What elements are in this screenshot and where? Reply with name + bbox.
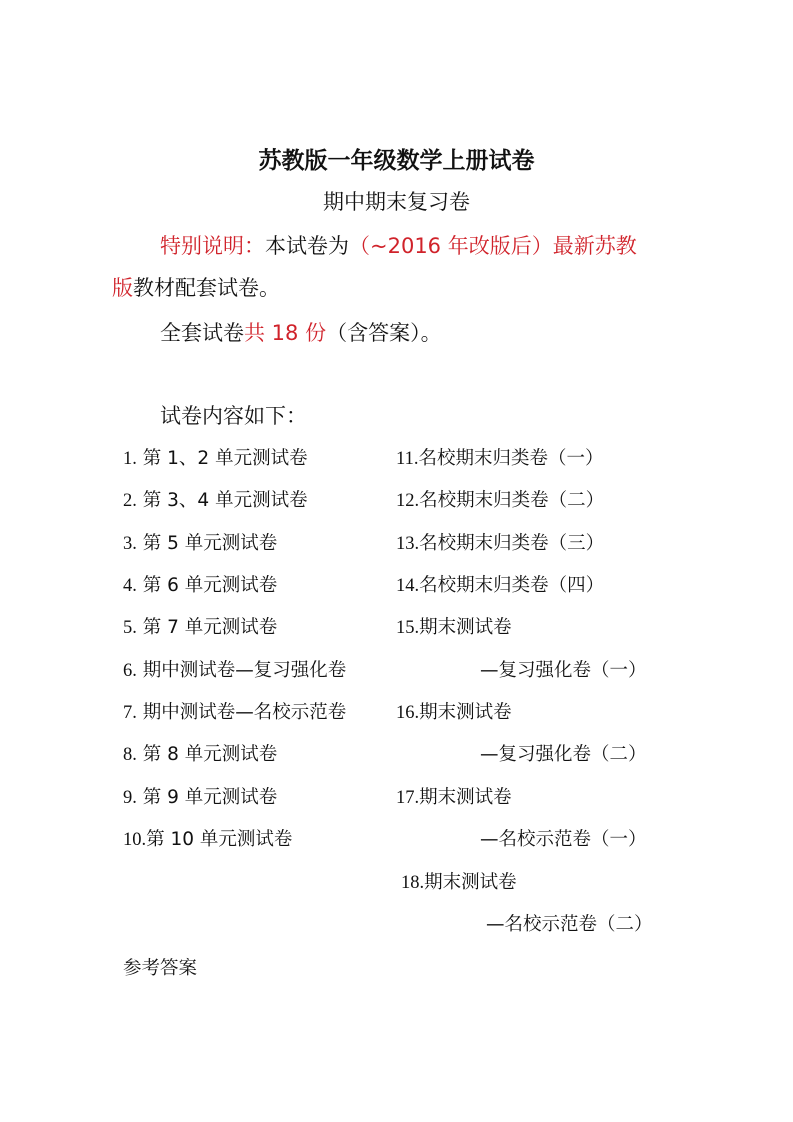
special-note-text: 本试卷为 — [265, 234, 349, 258]
special-note-text-2: 教材配套试卷。 — [133, 276, 280, 300]
contents-item: 4. 第 6 单元测试卷 — [123, 575, 278, 596]
contents-item: 15.期末测试卷 — [396, 617, 512, 638]
contents-item: 9. 第 9 单元测试卷 — [123, 787, 278, 808]
contents-heading: 试卷内容如下： — [160, 404, 307, 428]
total-count: 共 18 份 — [244, 321, 327, 345]
contents-item: 17.期末测试卷 — [396, 787, 512, 808]
special-note-highlight-2: 版 — [112, 276, 133, 300]
contents-item-sub: —复习强化卷（二） — [480, 744, 647, 765]
contents-item: 14.名校期末归类卷（四） — [396, 575, 605, 596]
contents-item: 3. 第 5 单元测试卷 — [123, 533, 278, 554]
contents-item: 10.第 10 单元测试卷 — [123, 829, 293, 850]
special-note-line1 — [160, 230, 637, 260]
special-note-label: 特别说明： — [160, 234, 265, 258]
contents-item: 13.名校期末归类卷（三） — [396, 533, 605, 554]
contents-item: 18.期末测试卷 — [401, 872, 517, 893]
special-note-line2 — [112, 272, 280, 302]
contents-item-sub: —名校示范卷（二） — [486, 914, 653, 935]
document-title: 苏教版一年级数学上册试卷 — [258, 148, 535, 174]
total-suffix: （含答案）。 — [326, 321, 442, 345]
contents-item: 2. 第 3、4 单元测试卷 — [123, 490, 308, 511]
contents-item: 8. 第 8 单元测试卷 — [123, 744, 278, 765]
contents-item: 11.名校期末归类卷（一） — [396, 448, 604, 469]
contents-item: 16.期末测试卷 — [396, 702, 512, 723]
contents-item: 7. 期中测试卷—名校示范卷 — [123, 702, 347, 723]
contents-item: 12.名校期末归类卷（二） — [396, 490, 605, 511]
total-text: 全套试卷 — [160, 321, 244, 345]
contents-item: 5. 第 7 单元测试卷 — [123, 617, 278, 638]
special-note-highlight: （~2016 年改版后）最新苏教 — [349, 234, 637, 258]
contents-item-sub: —复习强化卷（一） — [480, 660, 647, 681]
document-subtitle: 期中期末复习卷 — [323, 190, 470, 214]
total-count-line — [160, 317, 442, 347]
contents-item-sub: —名校示范卷（一） — [480, 829, 647, 850]
contents-item: 6. 期中测试卷—复习强化卷 — [123, 660, 347, 681]
answers-label: 参考答案 — [123, 958, 198, 979]
contents-item: 1. 第 1、2 单元测试卷 — [123, 448, 308, 469]
